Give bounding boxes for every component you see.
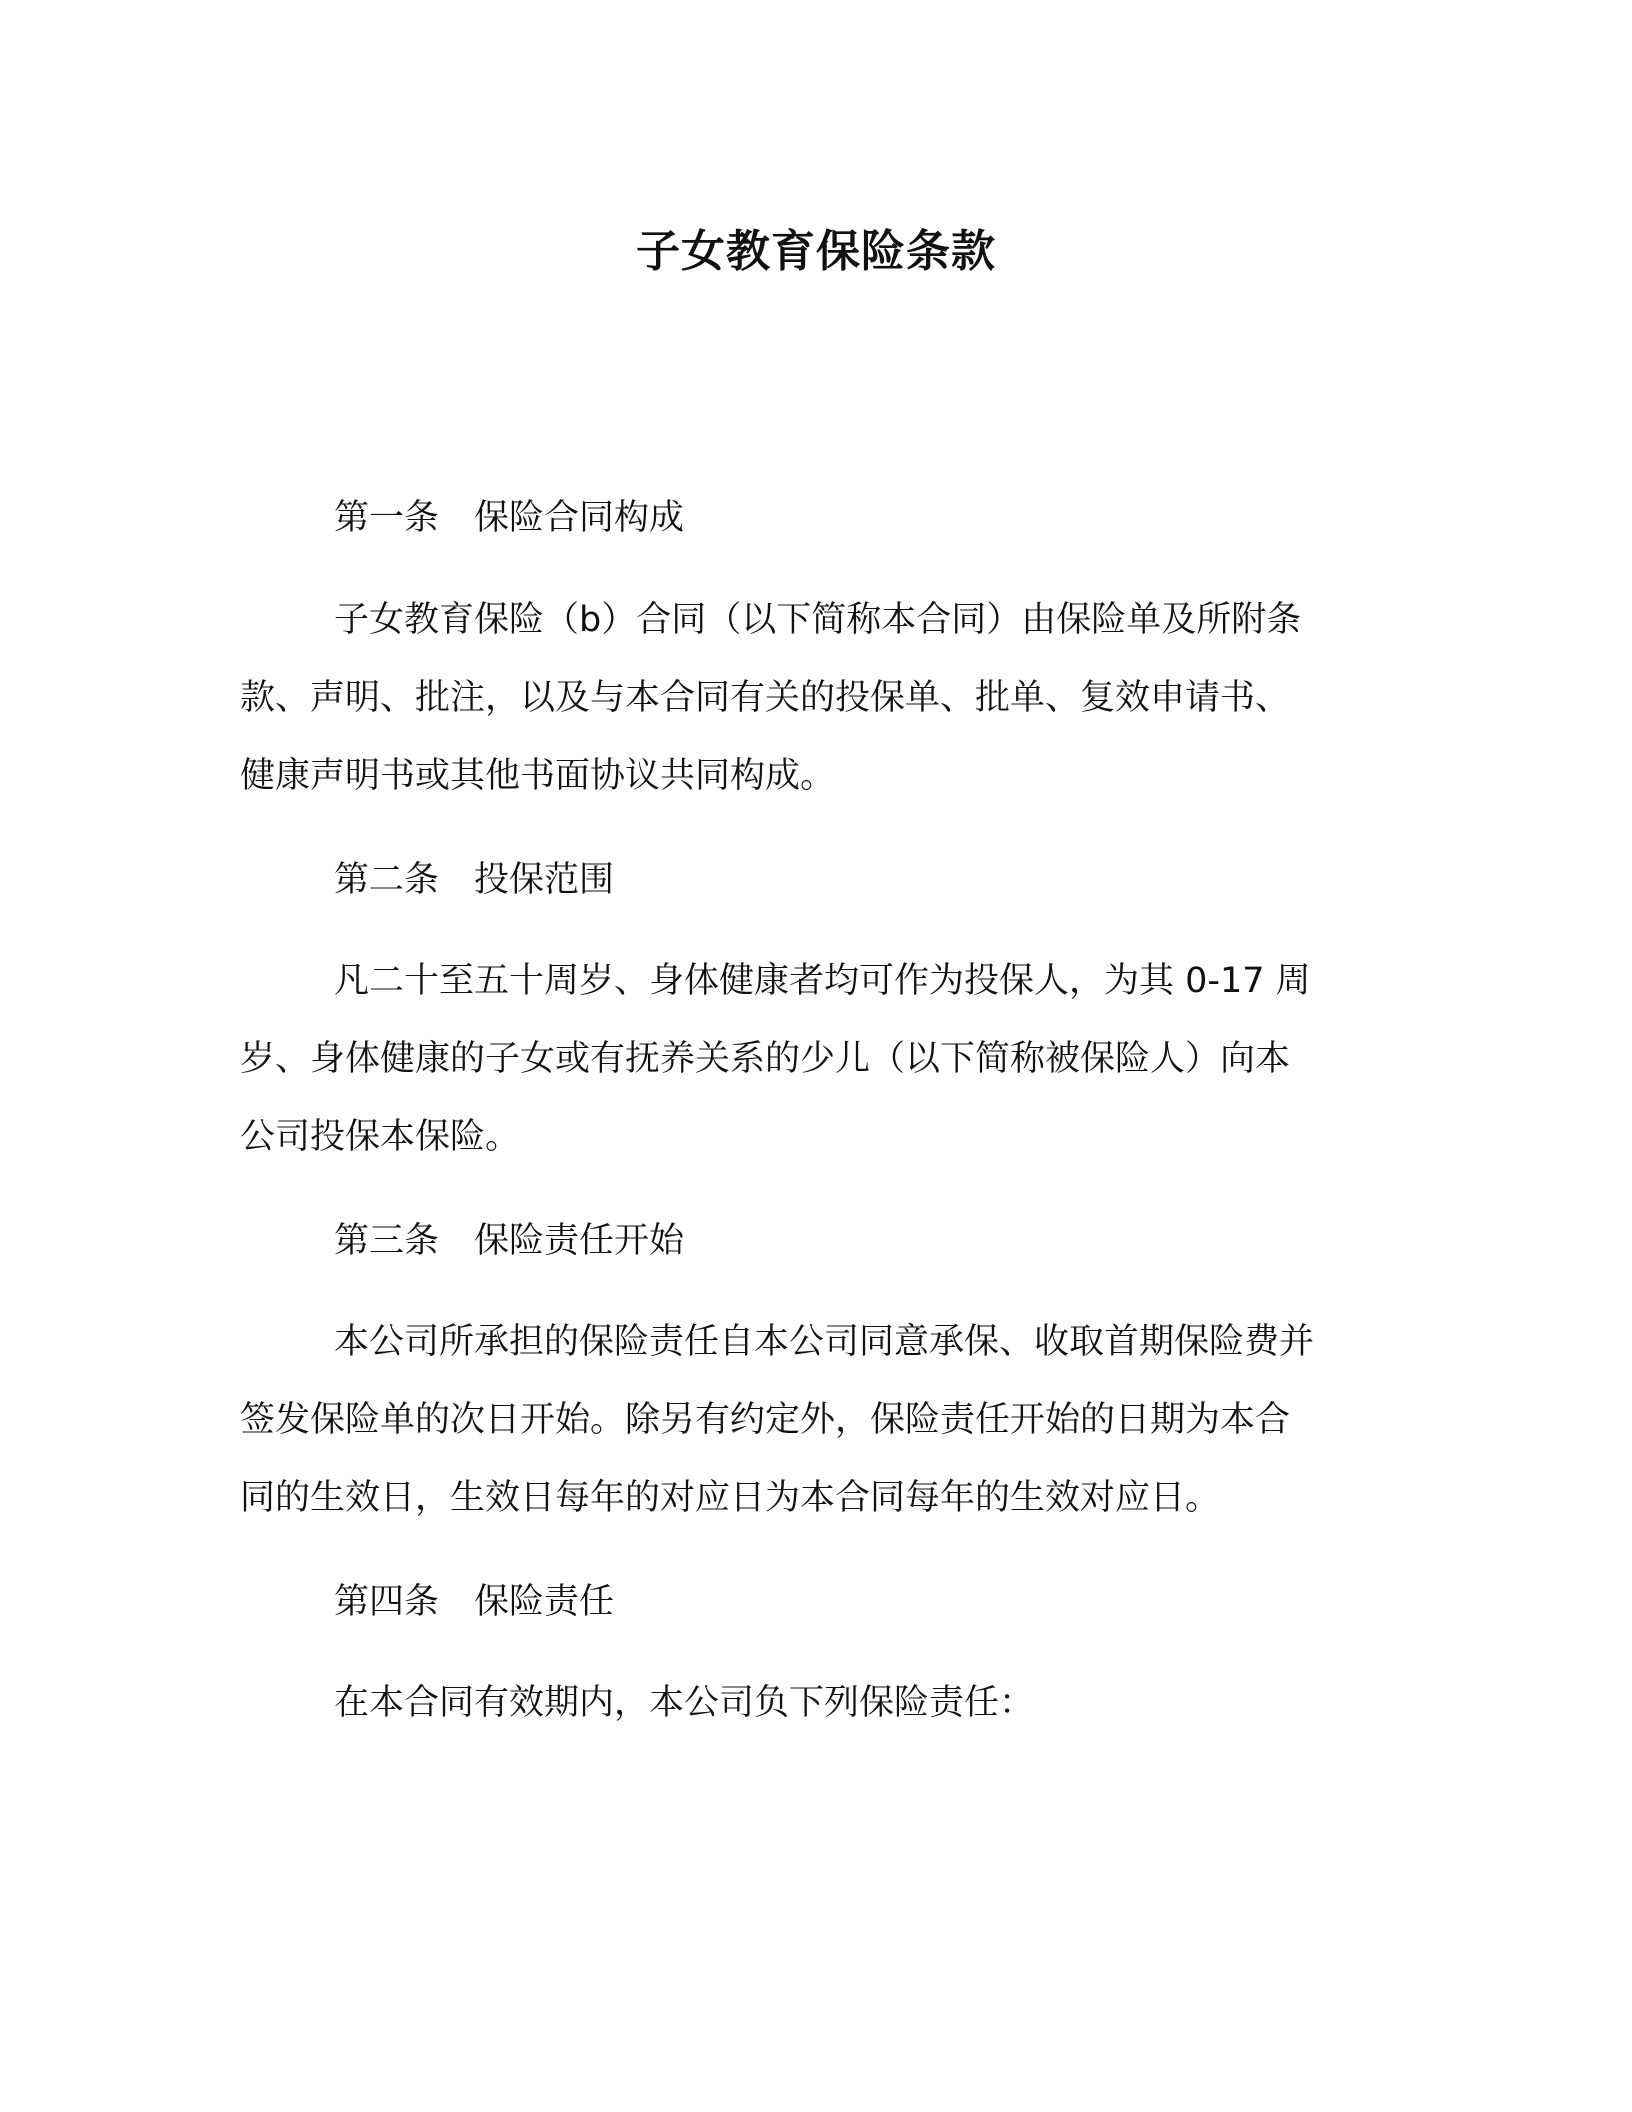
section-3-line-1: 本公司所承担的保险责任自本公司同意承保、收取首期保险费并 xyxy=(334,1322,1315,1362)
section-4-body xyxy=(240,1664,1380,1742)
section-3-body xyxy=(240,1303,1380,1537)
section-2-body xyxy=(240,942,1380,1176)
section-4-heading: 第四条 保险责任 xyxy=(334,1582,615,1622)
section-1-line-3: 健康声明书或其他书面协议共同构成。 xyxy=(240,756,836,796)
section-2-heading: 第二条 投保范围 xyxy=(334,860,615,900)
section-3-heading: 第三条 保险责任开始 xyxy=(334,1221,685,1261)
section-1-line-1: 子女教育保险（b）合同（以下简称本合同）由保险单及所附条 xyxy=(334,600,1302,640)
section-2-line-3: 公司投保本保险。 xyxy=(240,1117,521,1157)
section-2-line-1: 凡二十至五十周岁、身体健康者均可作为投保人，为其 0-17 周 xyxy=(334,961,1311,1001)
section-3-line-3: 同的生效日，生效日每年的对应日为本合同每年的生效对应日。 xyxy=(240,1478,1221,1518)
section-1-body xyxy=(240,581,1380,815)
section-1-heading: 第一条 保险合同构成 xyxy=(334,498,685,538)
section-4-line-1: 在本合同有效期内，本公司负下列保险责任： xyxy=(334,1683,1035,1723)
document-title: 子女教育保险条款 xyxy=(636,226,996,277)
section-3-line-2: 签发保险单的次日开始。除另有约定外，保险责任开始的日期为本合 xyxy=(240,1400,1291,1440)
section-1-line-2: 款、声明、批注，以及与本合同有关的投保单、批单、复效申请书、 xyxy=(240,678,1291,718)
section-2-line-2: 岁、身体健康的子女或有抚养关系的少儿（以下简称被保险人）向本 xyxy=(240,1039,1291,1079)
